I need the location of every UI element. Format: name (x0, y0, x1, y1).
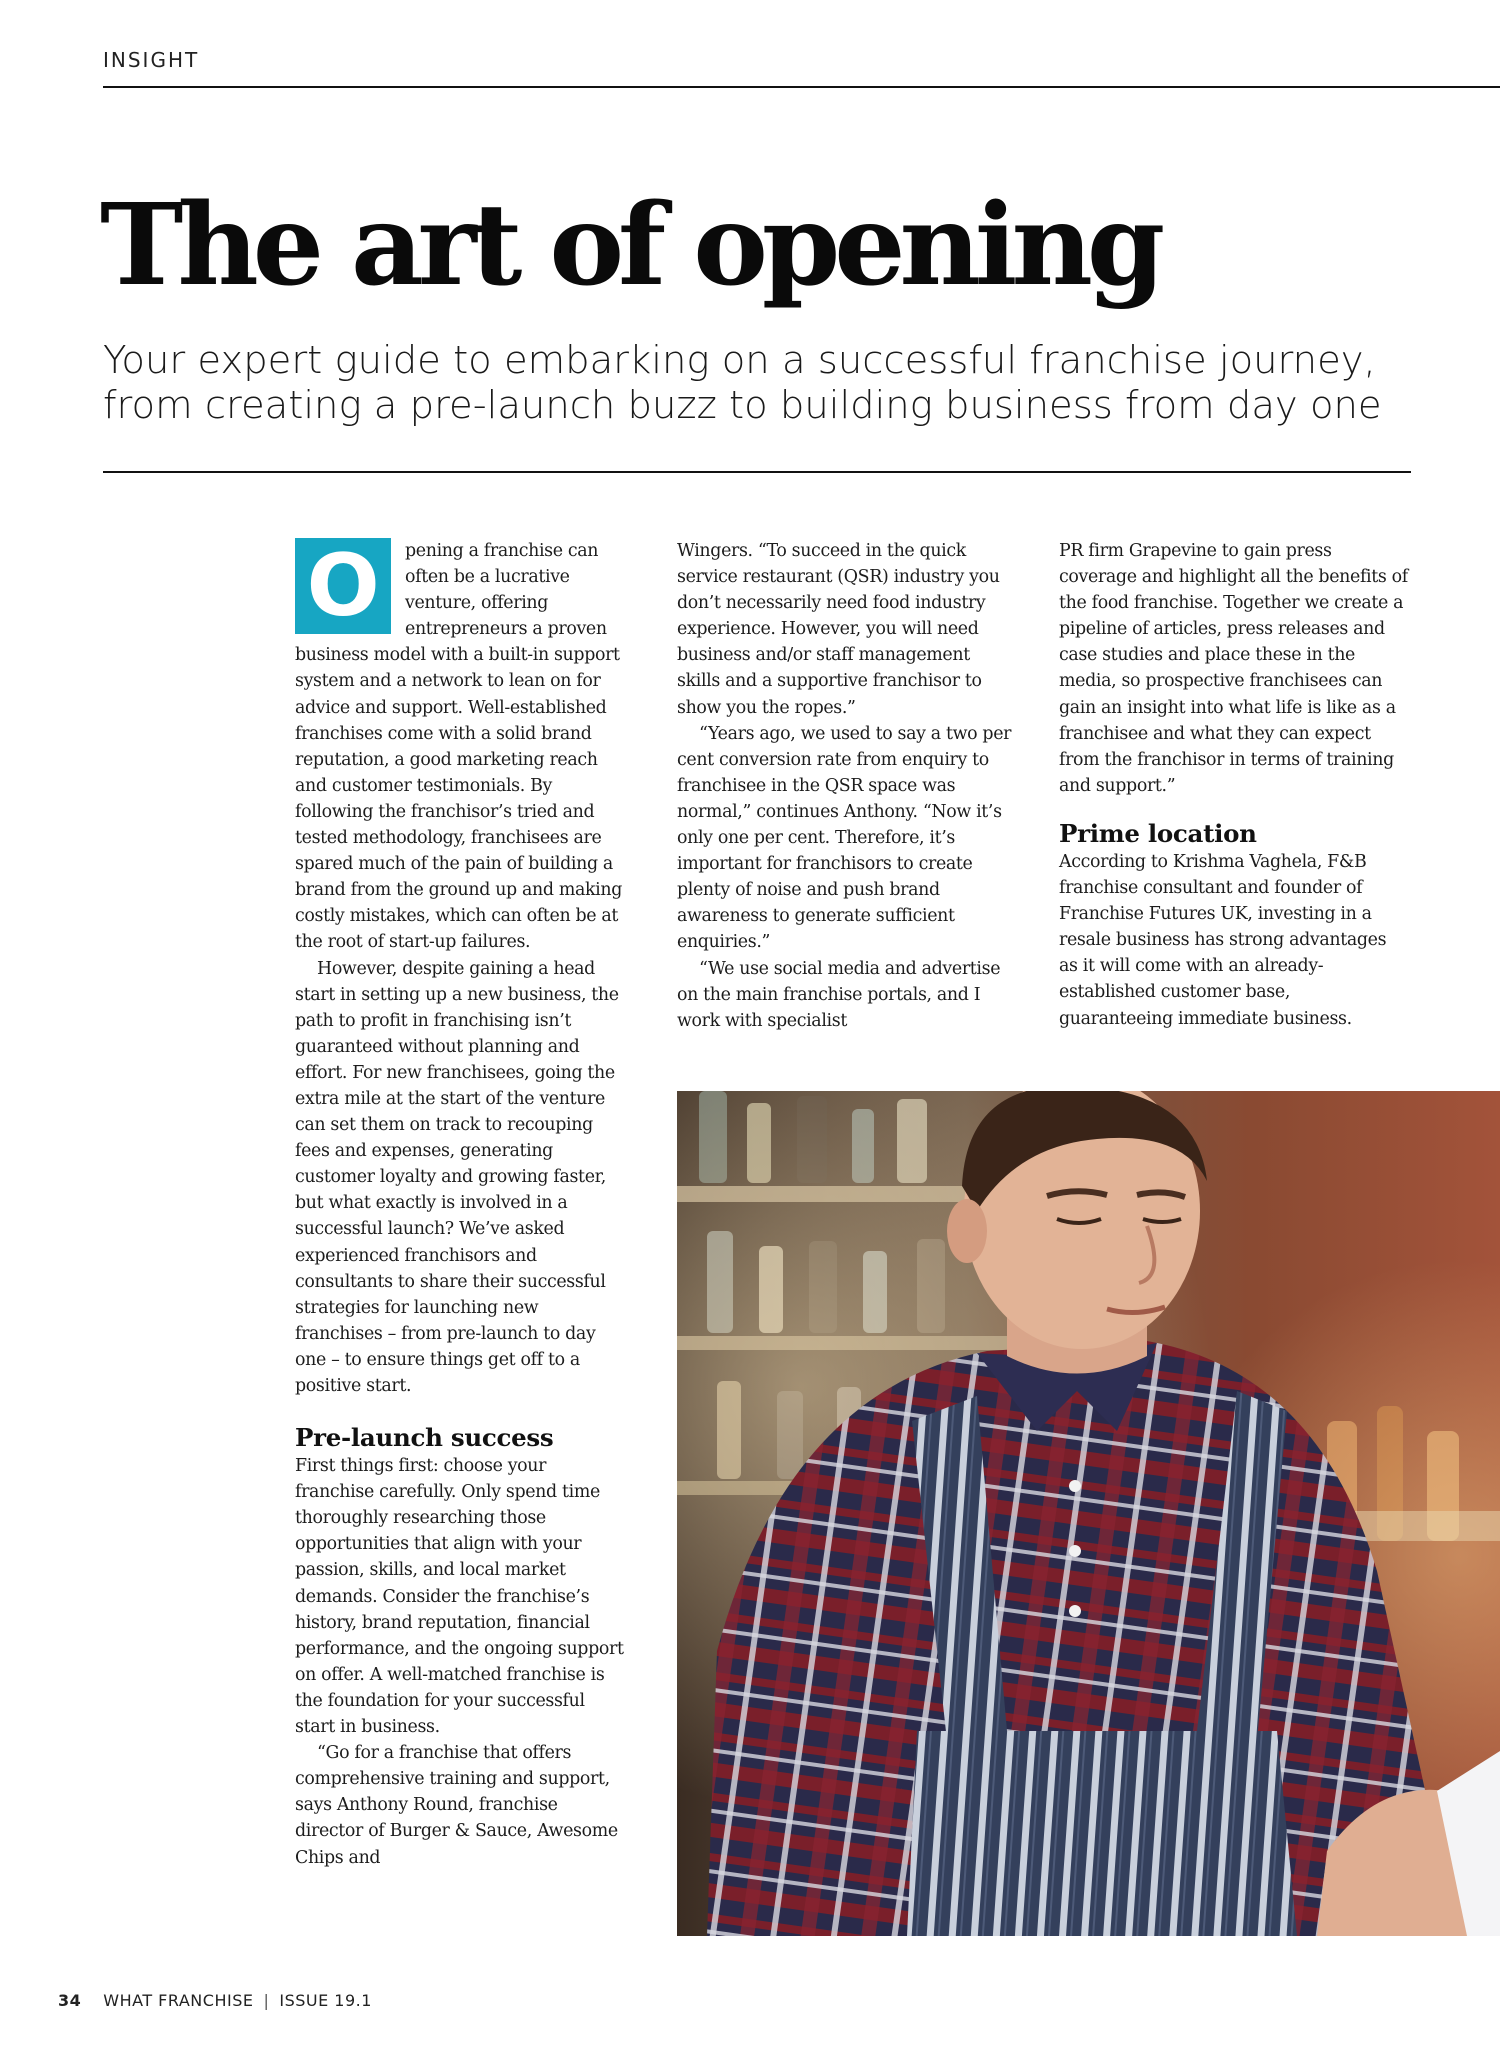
body-paragraph-continued: “We use social media and advertise on the main franchise portals, and I work with specialist (677, 958, 1001, 1031)
body-paragraph: “Years ago, we used to say a two per cent conversion rate from enquiry to franchisee in the QSR space was normal,” continues Anthony. “Now it’s only one per cent. Therefore, it’s important for franchisors to create plenty of noise and push brand awareness to generate sufficient enquiries.” (677, 723, 1012, 953)
intro-paragraph (295, 538, 625, 956)
article-deck: Your expert guide to embarking on a successful franchise journey, from creating a pre-launch buzz to building business from day one (103, 338, 1382, 428)
body-paragraph-continuation: Wingers. “To succeed in the quick service restaurant (QSR) industry you don’t necessarily need food industry experience. However, you will need business and/or staff management skills and a supportive franchisor to show you the ropes.” (677, 541, 1000, 718)
drop-cap-letter: O (306, 536, 380, 636)
header-rule (103, 86, 1500, 88)
body-paragraph: According to Krishma Vaghela, F&B franchise consultant and founder of Franchise Futures UK, investing in a resale business has strong advantages as it will come with an already-established customer base, guaranteeing immediate business. (1059, 851, 1387, 1029)
article-headline: The art of opening (100, 180, 1160, 311)
body-paragraph-continuation: PR firm Grapevine to gain press coverage and highlight all the benefits of the food franchise. Together we create a pipeline of articles, press releases and case studies and place these in the media, so prospective franchisees can gain an insight into what life is like as a franchisee and what they can expect from the franchisor in terms of training and support.” (1059, 541, 1408, 796)
section-label: INSIGHT (103, 48, 200, 72)
page-footer (58, 1991, 372, 2010)
footer-separator: | (263, 1991, 270, 2010)
publication-name: WHAT FRANCHISE (103, 1991, 254, 2010)
article-column-1 (295, 538, 625, 1871)
article-column-3 (1059, 538, 1409, 1032)
drop-cap (295, 538, 391, 634)
body-paragraph: However, despite gaining a head start in setting up a new business, the path to profit in franchising isn’t guaranteed without planning and effort. For new franchisees, going the extra mile at the start of the venture can set them on track to recouping fees and expenses, generating customer loyalty and growing faster, but what exactly is involved in a successful launch? We’ve asked experienced franchisors and consultants to share their successful strategies for launching new franchises – from pre-launch to day one – to ensure things get off to a positive start. (295, 958, 619, 1396)
intro-text: pening a franchise can often be a lucrative venture, offering entrepreneurs a proven business model with a built-in support system and a network to lean on for advice and support. Well-established franchises come with a solid brand reputation, a good marketing reach and customer testimonials. By following the franchisor’s tried and tested methodology, franchisees are spared much of the pain of building a brand from the ground up and making costly mistakes, which can often be at the root of start-up failures. (295, 541, 623, 953)
issue-number: ISSUE 19.1 (279, 1991, 372, 2010)
subhead-prime-location: Prime location (1059, 818, 1257, 848)
deck-rule (103, 471, 1411, 473)
franchisee-photo (677, 1091, 1500, 1936)
body-paragraph-continued: “Go for a franchise that offers comprehensive training and support, says Anthony Round, franchise director of Burger & Sauce, Awesome Chips and (295, 1743, 618, 1868)
body-paragraph: First things first: choose your franchise carefully. Only spend time thoroughly researching those opportunities that align with your passion, skills, and local market demands. Consider the franchise’s history, brand reputation, financial performance, and the ongoing support on offer. A well-matched franchise is the foundation for your successful start in business. (295, 1456, 624, 1738)
subhead-pre-launch: Pre-launch success (295, 1423, 554, 1453)
article-column-2 (677, 538, 1017, 1034)
page-number: 34 (58, 1991, 82, 2010)
